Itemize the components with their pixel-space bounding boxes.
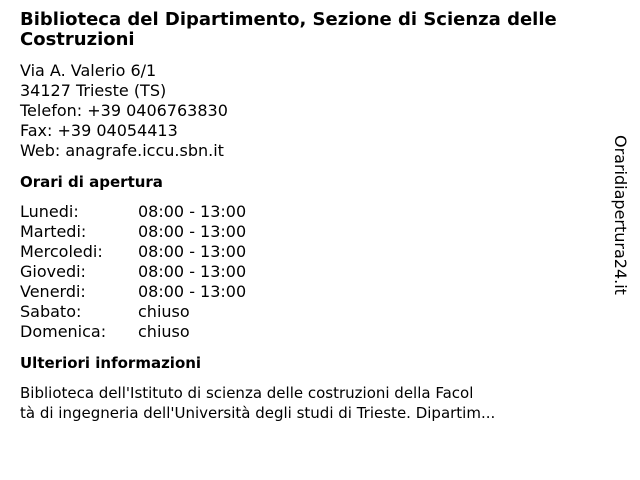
hours-day: Venerdi: (20, 282, 86, 301)
phone-number: Telefon: +39 0406763830 (20, 101, 228, 120)
hours-time: 08:00 - 13:00 (138, 242, 247, 261)
hours-time: 08:00 - 13:00 (138, 262, 247, 281)
hours-day: Sabato: (20, 302, 82, 321)
website-link[interactable]: Web: anagrafe.iccu.sbn.it (20, 141, 224, 160)
hours-row-saturday (20, 302, 610, 322)
hours-row-sunday (20, 322, 610, 342)
hours-row-thursday (20, 262, 610, 282)
hours-row-tuesday (20, 222, 610, 242)
hours-day: Giovedi: (20, 262, 86, 281)
library-title-line-2: Costruzioni (20, 29, 135, 50)
hours-day: Martedi: (20, 222, 87, 241)
hours-time: 08:00 - 13:00 (138, 202, 247, 221)
opening-hours-heading: Orari di apertura (20, 173, 163, 191)
hours-day: Lunedi: (20, 202, 79, 221)
street-address: Via A. Valerio 6/1 (20, 61, 157, 80)
opening-hours-table (20, 202, 610, 342)
hours-day: Domenica: (20, 322, 107, 341)
library-description (20, 383, 580, 423)
fax-number: Fax: +39 04054413 (20, 121, 178, 140)
city-address: 34127 Trieste (TS) (20, 81, 167, 100)
contact-block (20, 61, 610, 161)
hours-time: 08:00 - 13:00 (138, 282, 247, 301)
hours-time: 08:00 - 13:00 (138, 222, 247, 241)
library-card (20, 10, 610, 423)
hours-time: chiuso (138, 302, 190, 321)
description-line-1: Biblioteca dell'Istituto di scienza delle costruzioni della Facol (20, 384, 474, 402)
more-info-heading: Ulteriori informazioni (20, 354, 202, 372)
hours-row-wednesday (20, 242, 610, 262)
hours-row-monday (20, 202, 610, 222)
site-watermark: Oraridiapertura24.it (611, 135, 630, 295)
hours-time: chiuso (138, 322, 190, 341)
library-title-line-1: Biblioteca del Dipartimento, Sezione di Scienza delle (20, 9, 557, 30)
hours-day: Mercoledi: (20, 242, 103, 261)
library-title (20, 10, 610, 50)
hours-row-friday (20, 282, 610, 302)
description-line-2: tà di ingegneria dell'Università degli studi di Trieste. Dipartim... (20, 404, 496, 422)
